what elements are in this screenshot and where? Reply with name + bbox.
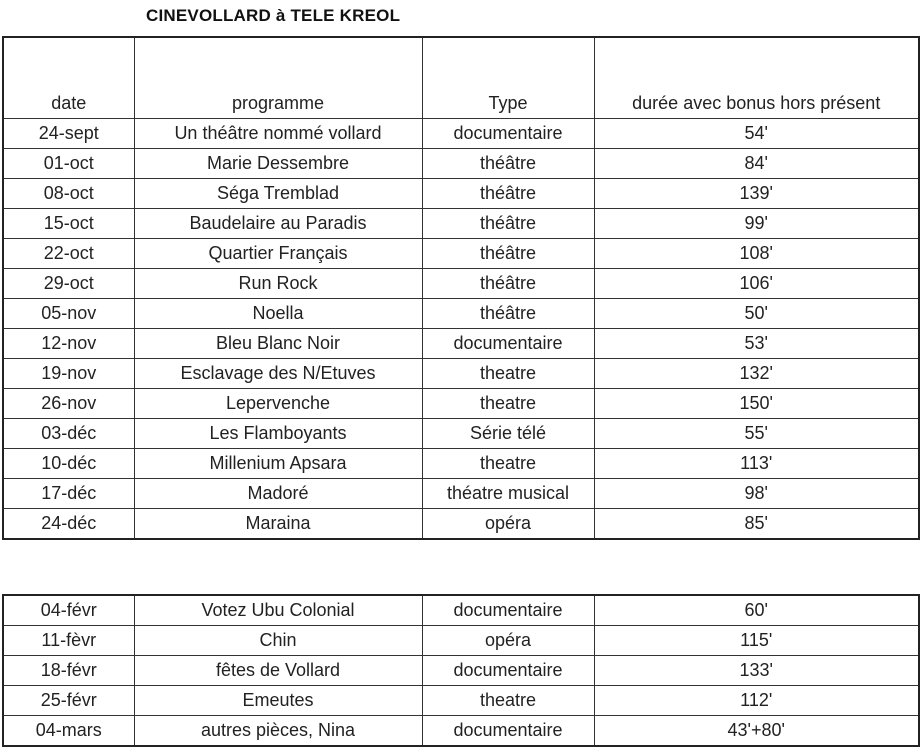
schedule-table-main bbox=[2, 36, 920, 540]
table-row bbox=[3, 119, 919, 149]
cell-type: documentaire bbox=[422, 595, 594, 626]
cell-date: 18-févr bbox=[3, 656, 134, 686]
cell-programme: Chin bbox=[134, 626, 422, 656]
cell-programme: Votez Ubu Colonial bbox=[134, 595, 422, 626]
cell-programme: Esclavage des N/Etuves bbox=[134, 359, 422, 389]
cell-programme: Un théâtre nommé vollard bbox=[134, 119, 422, 149]
table-row bbox=[3, 595, 919, 626]
cell-duree: 139' bbox=[594, 179, 919, 209]
cell-duree: 108' bbox=[594, 239, 919, 269]
cell-date: 08-oct bbox=[3, 179, 134, 209]
cell-type: theatre bbox=[422, 389, 594, 419]
cell-date: 19-nov bbox=[3, 359, 134, 389]
column-header-type: Type bbox=[422, 37, 594, 119]
cell-type: opéra bbox=[422, 509, 594, 540]
cell-date: 04-févr bbox=[3, 595, 134, 626]
cell-date: 29-oct bbox=[3, 269, 134, 299]
cell-type: théâtre bbox=[422, 239, 594, 269]
table-row bbox=[3, 419, 919, 449]
cell-type: documentaire bbox=[422, 656, 594, 686]
cell-type: theatre bbox=[422, 359, 594, 389]
cell-date: 17-déc bbox=[3, 479, 134, 509]
table-row bbox=[3, 686, 919, 716]
column-header-duree: durée avec bonus hors présent bbox=[594, 37, 919, 119]
table-row bbox=[3, 479, 919, 509]
cell-date: 24-déc bbox=[3, 509, 134, 540]
cell-date: 01-oct bbox=[3, 149, 134, 179]
table-row bbox=[3, 299, 919, 329]
table-row bbox=[3, 626, 919, 656]
table-row bbox=[3, 449, 919, 479]
cell-date: 05-nov bbox=[3, 299, 134, 329]
table-row bbox=[3, 359, 919, 389]
cell-duree: 53' bbox=[594, 329, 919, 359]
cell-type: theatre bbox=[422, 686, 594, 716]
table-row bbox=[3, 209, 919, 239]
cell-type: opéra bbox=[422, 626, 594, 656]
cell-type: théâtre bbox=[422, 149, 594, 179]
cell-programme: Marie Dessembre bbox=[134, 149, 422, 179]
cell-type: Série télé bbox=[422, 419, 594, 449]
cell-duree: 150' bbox=[594, 389, 919, 419]
page-title: CINEVOLLARD à TELE KREOL bbox=[146, 6, 401, 25]
cell-date: 24-sept bbox=[3, 119, 134, 149]
cell-duree: 84' bbox=[594, 149, 919, 179]
cell-programme: autres pièces, Nina bbox=[134, 716, 422, 747]
cell-programme: Séga Tremblad bbox=[134, 179, 422, 209]
cell-duree: 132' bbox=[594, 359, 919, 389]
cell-duree: 60' bbox=[594, 595, 919, 626]
cell-programme: Baudelaire au Paradis bbox=[134, 209, 422, 239]
header-row bbox=[3, 37, 919, 119]
column-header-programme: programme bbox=[134, 37, 422, 119]
table-row bbox=[3, 269, 919, 299]
cell-duree: 98' bbox=[594, 479, 919, 509]
cell-programme: Bleu Blanc Noir bbox=[134, 329, 422, 359]
cell-duree: 115' bbox=[594, 626, 919, 656]
cell-duree: 113' bbox=[594, 449, 919, 479]
cell-date: 12-nov bbox=[3, 329, 134, 359]
cell-date: 26-nov bbox=[3, 389, 134, 419]
cell-type: documentaire bbox=[422, 716, 594, 747]
cell-date: 03-déc bbox=[3, 419, 134, 449]
table-row bbox=[3, 329, 919, 359]
cell-date: 04-mars bbox=[3, 716, 134, 747]
schedule-table-second bbox=[2, 594, 920, 747]
cell-type: théâtre bbox=[422, 179, 594, 209]
table-row bbox=[3, 389, 919, 419]
cell-type: théâtre bbox=[422, 269, 594, 299]
cell-date: 25-févr bbox=[3, 686, 134, 716]
cell-programme: Emeutes bbox=[134, 686, 422, 716]
cell-programme: Madoré bbox=[134, 479, 422, 509]
table-row bbox=[3, 239, 919, 269]
cell-programme: Les Flamboyants bbox=[134, 419, 422, 449]
table-row bbox=[3, 656, 919, 686]
cell-duree: 99' bbox=[594, 209, 919, 239]
table-row bbox=[3, 149, 919, 179]
cell-type: documentaire bbox=[422, 329, 594, 359]
cell-date: 15-oct bbox=[3, 209, 134, 239]
cell-date: 10-déc bbox=[3, 449, 134, 479]
cell-duree: 112' bbox=[594, 686, 919, 716]
cell-programme: Quartier Français bbox=[134, 239, 422, 269]
column-header-date: date bbox=[3, 37, 134, 119]
cell-type: documentaire bbox=[422, 119, 594, 149]
cell-programme: Lepervenche bbox=[134, 389, 422, 419]
cell-duree: 43'+80' bbox=[594, 716, 919, 747]
cell-type: théâtre bbox=[422, 299, 594, 329]
cell-duree: 106' bbox=[594, 269, 919, 299]
table-row bbox=[3, 509, 919, 540]
cell-type: théâtre bbox=[422, 209, 594, 239]
cell-programme: Millenium Apsara bbox=[134, 449, 422, 479]
cell-date: 11-fèvr bbox=[3, 626, 134, 656]
table-row bbox=[3, 179, 919, 209]
cell-programme: fêtes de Vollard bbox=[134, 656, 422, 686]
cell-date: 22-oct bbox=[3, 239, 134, 269]
cell-duree: 85' bbox=[594, 509, 919, 540]
cell-duree: 133' bbox=[594, 656, 919, 686]
cell-programme: Noella bbox=[134, 299, 422, 329]
cell-duree: 54' bbox=[594, 119, 919, 149]
table-row bbox=[3, 716, 919, 747]
cell-programme: Run Rock bbox=[134, 269, 422, 299]
cell-type: theatre bbox=[422, 449, 594, 479]
cell-programme: Maraina bbox=[134, 509, 422, 540]
cell-duree: 50' bbox=[594, 299, 919, 329]
cell-type: théatre musical bbox=[422, 479, 594, 509]
cell-duree: 55' bbox=[594, 419, 919, 449]
